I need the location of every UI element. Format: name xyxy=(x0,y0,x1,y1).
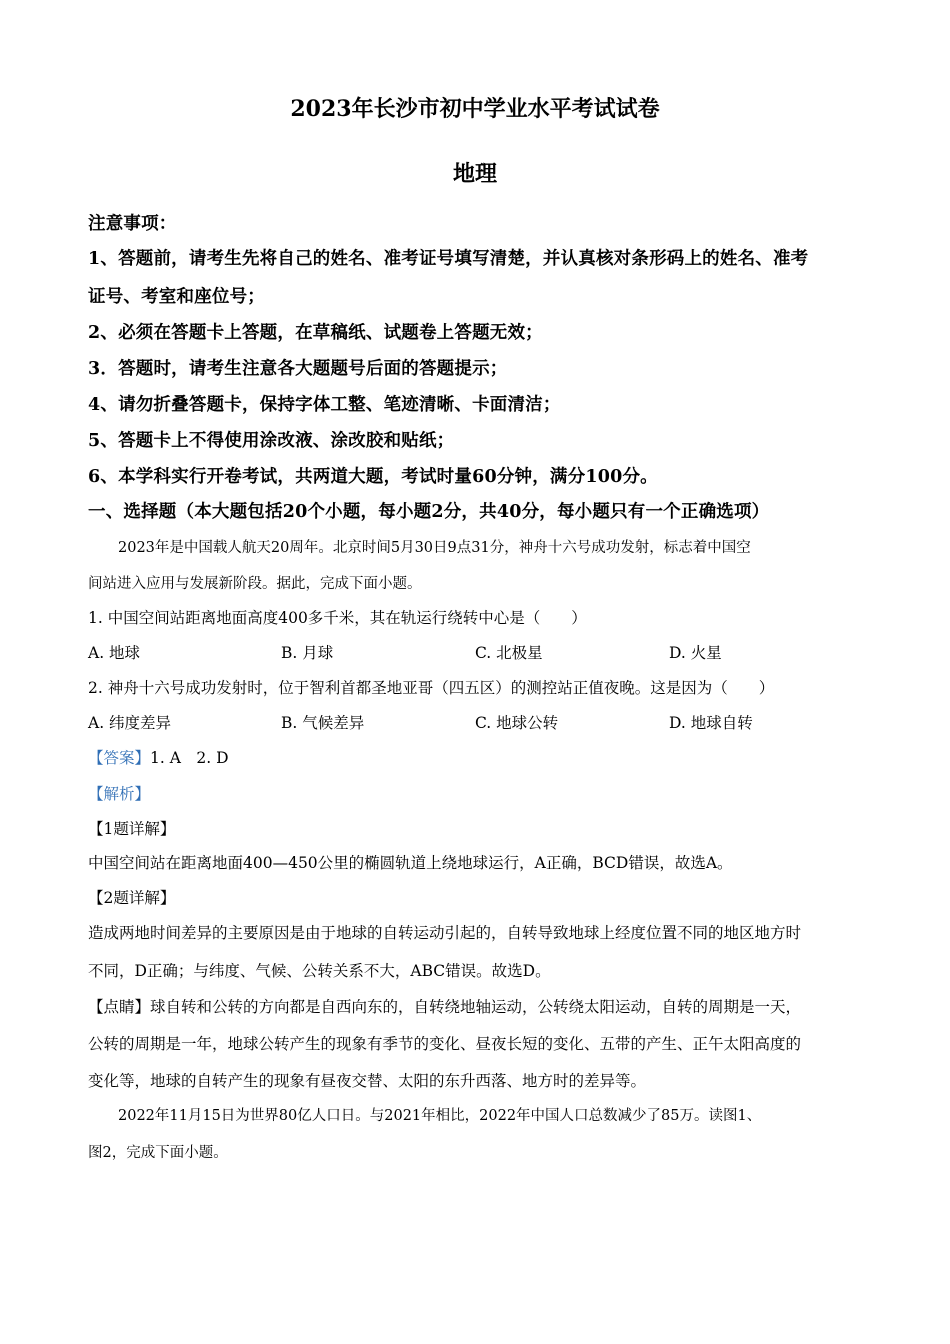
subject-title: 地理 xyxy=(452,161,497,187)
tip-line-3: 变化等，地球的自转产生的现象有昼夜交替、太阳的东升西落、地方时的差异等。 xyxy=(88,1072,647,1090)
question-2-option-d: D. 地球自转 xyxy=(669,714,753,732)
detail-2-line-1: 造成两地时间差异的主要原因是由于地球的自转运动引起的，自转导致地球上经度位置不同的地区地方时 xyxy=(88,924,802,942)
question-1-option-a: A. 地球 xyxy=(88,644,141,662)
question-1-option-d: D. 火星 xyxy=(669,644,722,662)
answer-line xyxy=(88,746,229,768)
detail-2-line-2: 不同，D正确；与纬度、气候、公转关系不大，ABC错误。故选D。 xyxy=(88,962,551,980)
question-2-option-b: B. 气候差异 xyxy=(281,714,365,732)
question-2-option-c: C. 地球公转 xyxy=(475,714,559,732)
notice-item-6: 6、本学科实行开卷考试，共两道大题，考试时量60分钟，满分100分。 xyxy=(88,467,658,487)
detail-1-text: 中国空间站在距离地面400—450公里的椭圆轨道上绕地球运行，A正确，BCD错误，故选A。 xyxy=(88,854,733,872)
tip-text-1: 球自转和公转的方向都是自西向东的，自转绕地轴运动，公转绕太阳运动，自转的周期是一天， xyxy=(150,998,802,1016)
question-1-option-c: C. 北极星 xyxy=(475,644,543,662)
intro2-line-1: 2022年11月15日为世界80亿人口日。与2021年相比，2022年中国人口总数减少了85万。读图1、 xyxy=(118,1108,762,1124)
question-2-stem: 2. 神舟十六号成功发射时，位于智利首都圣地亚哥（四五区）的测控站正值夜晚。这是因为（ ） xyxy=(88,679,775,697)
notice-item-2: 2、必须在答题卡上答题，在草稿纸、试题卷上答题无效； xyxy=(88,323,543,343)
section-heading: 一、选择题（本大题包括20个小题，每小题2分，共40分，每小题只有一个正确选项） xyxy=(88,502,770,522)
notice-item-3: 3．答题时，请考生注意各大题题号后面的答题提示； xyxy=(88,359,508,379)
answer-text: 1. A 2. D xyxy=(150,749,229,767)
notice-item-5: 5、答题卡上不得使用涂改液、涂改胶和贴纸； xyxy=(88,431,455,451)
question-1-option-b: B. 月球 xyxy=(281,644,334,662)
notice-item-1: 1、答题前，请考生先将自己的姓名、准考证号填写清楚，并认真核对条形码上的姓名、准考 xyxy=(88,249,809,269)
notice-item-1-cont: 证号、考室和座位号； xyxy=(88,287,265,307)
answer-tag: 【答案】 xyxy=(88,749,151,767)
detail-1-tag: 【1题详解】 xyxy=(88,820,176,838)
notice-heading: 注意事项： xyxy=(88,214,177,234)
notice-item-4: 4、请勿折叠答题卡，保持字体工整、笔迹清晰、卡面清洁； xyxy=(88,395,561,415)
intro-paragraph-line-1: 2023年是中国载人航天20周年。北京时间5月30日9点31分，神舟十六号成功发射，标志着中国空 xyxy=(118,540,751,556)
intro2-line-2: 图2，完成下面小题。 xyxy=(88,1145,228,1161)
question-2-option-a: A. 纬度差异 xyxy=(88,714,172,732)
intro-paragraph-line-2: 间站进入应用与发展新阶段。据此，完成下面小题。 xyxy=(88,576,422,592)
question-1-stem: 1. 中国空间站距离地面高度400多千米，其在轨运行绕转中心是（ ） xyxy=(88,609,587,627)
tip-tag: 【点睛】 xyxy=(88,998,151,1016)
tip-line-1 xyxy=(88,995,801,1017)
analysis-tag: 【解析】 xyxy=(88,785,151,803)
tip-line-2: 公转的周期是一年，地球公转产生的现象有季节的变化、昼夜长短的变化、五带的产生、正午太阳高度的 xyxy=(88,1035,802,1053)
exam-title: 2023年长沙市初中学业水平考试试卷 xyxy=(290,96,660,122)
detail-2-tag: 【2题详解】 xyxy=(88,889,176,907)
